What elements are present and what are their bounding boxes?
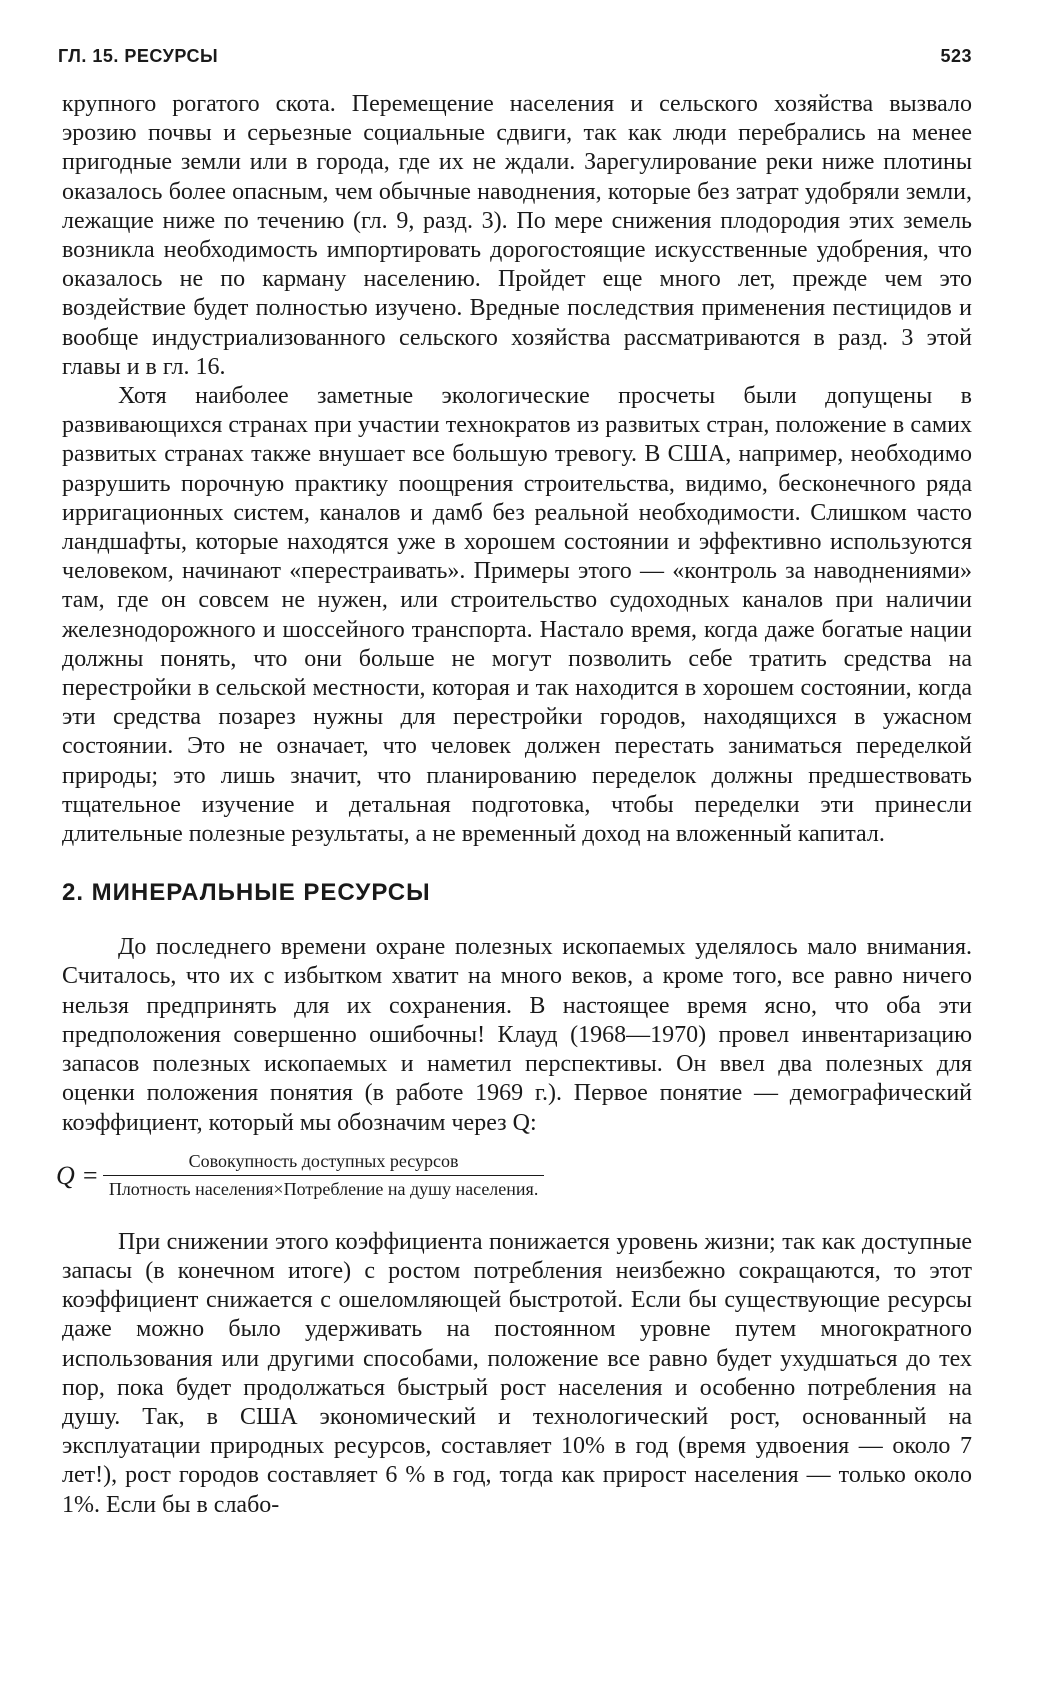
paragraph: Хотя наиболее заметные экологические просчеты были допущены в развивающихся странах при участии технократов из развитых стран, положение в самих развитых странах также внушает все большую тревогу. В США, например, необходимо разрушить порочную практику поощрения строительства, видимо, бесконечного ряда ирригационных систем, каналов и дамб без реальной необходимости. Слишком часто ландшафты, которые находятся уже в хорошем состоянии и эффективно используются человеком, начинают «перестраивать». Примеры этого — «контроль за наводнениями» там, где он совсем не нужен, или строительство судоходных каналов при наличии железнодорожного и шоссейного транспорта. Настало время, когда даже богатые нации должны понять, что они больше не могут позволить себе тратить средства на перестройки в сельской местности, которая и так находится в хорошем состоянии, когда эти средства позарез нужны для перестройки городов, находящихся в ужасном состоянии. Это не означает, что человек должен перестать заниматься переделкой природы; это лишь значит, что планированию переделок должны предшествовать тщательное изучение и детальная подготовка, чтобы переделки эти принесли длительные полезные результаты, а не временный доход на вложенный капитал. [62,383,972,848]
formula-lhs: Q = [56,1160,99,1190]
running-header [58,46,972,74]
formula-numerator: Совокупность доступных ресурсов [188,1151,459,1172]
formula-denominator: Плотность населения×Потребление на душу населения. [103,1175,545,1200]
section-heading: 2. МИНЕРАЛЬНЫЕ РЕСУРСЫ [62,879,431,907]
paragraph: При снижении этого коэффициента понижается уровень жизни; так как доступные запасы (в конечном итоге) с ростом потребления неизбежно сокращаются, то этот коэффициент снижается с ошеломляющей быстротой. Если бы существующие ресурсы даже можно было удерживать на постоянном уровне путем многократного использования или другими способами, положение все равно будет ухудшаться до тех пор, пока будет продолжаться быстрый рост населения и особенно потребления на душу. Так, в США экономический и технологический рост, основанный на эксплуатации природных ресурсов, составляет 10% в год (время удвоения — около 7 лет!), рост городов составляет 6 % в год, тогда как прирост населения — только около 1%. Если бы в слабо- [62,1228,972,1518]
page-number: 523 [940,46,972,66]
chapter-title: ГЛ. 15. РЕСУРСЫ [58,46,219,66]
body-text [56,90,972,1520]
formula [56,1144,972,1208]
paragraph: До последнего времени охране полезных ископаемых уделялось мало внимания. Считалось, что их с избытком хватит на много веков, а кроме того, все равно ничего нельзя предпринять для их сохранения. В настоящее время ясно, что оба эти предположения совершенно ошибочны! Клауд (1968—1970) провел инвентаризацию запасов полезных ископаемых и наметил перспективы. Он ввел два полезных для оценки положения понятия (в работе 1969 г.). Первое понятие — демографический коэффициент, который мы обозначим через Q: [62,934,972,1136]
formula-fraction [103,1151,545,1200]
book-page [56,46,972,1520]
paragraph: крупного рогатого скота. Перемещение населения и сельского хозяйства вызвало эрозию почвы и серьезные социальные сдвиги, так как люди перебрались на менее пригодные земли или в города, где их не ждали. Зарегулирование реки ниже плотины оказалось более опасным, чем обычные наводнения, которые без затрат удобряли земли, лежащие ниже по течению (гл. 9, разд. 3). По мере снижения плодородия этих земель возникла необходимость импортировать дорогостоящие искусственные удобрения, что оказалось не по карману населению. Пройдет еще много лет, прежде чем это воздействие будет полностью изучено. Вредные последствия применения пестицидов и вообще индустриализованного сельского хозяйства рассматриваются в разд. 3 этой главы и в гл. 16. [62,91,972,380]
